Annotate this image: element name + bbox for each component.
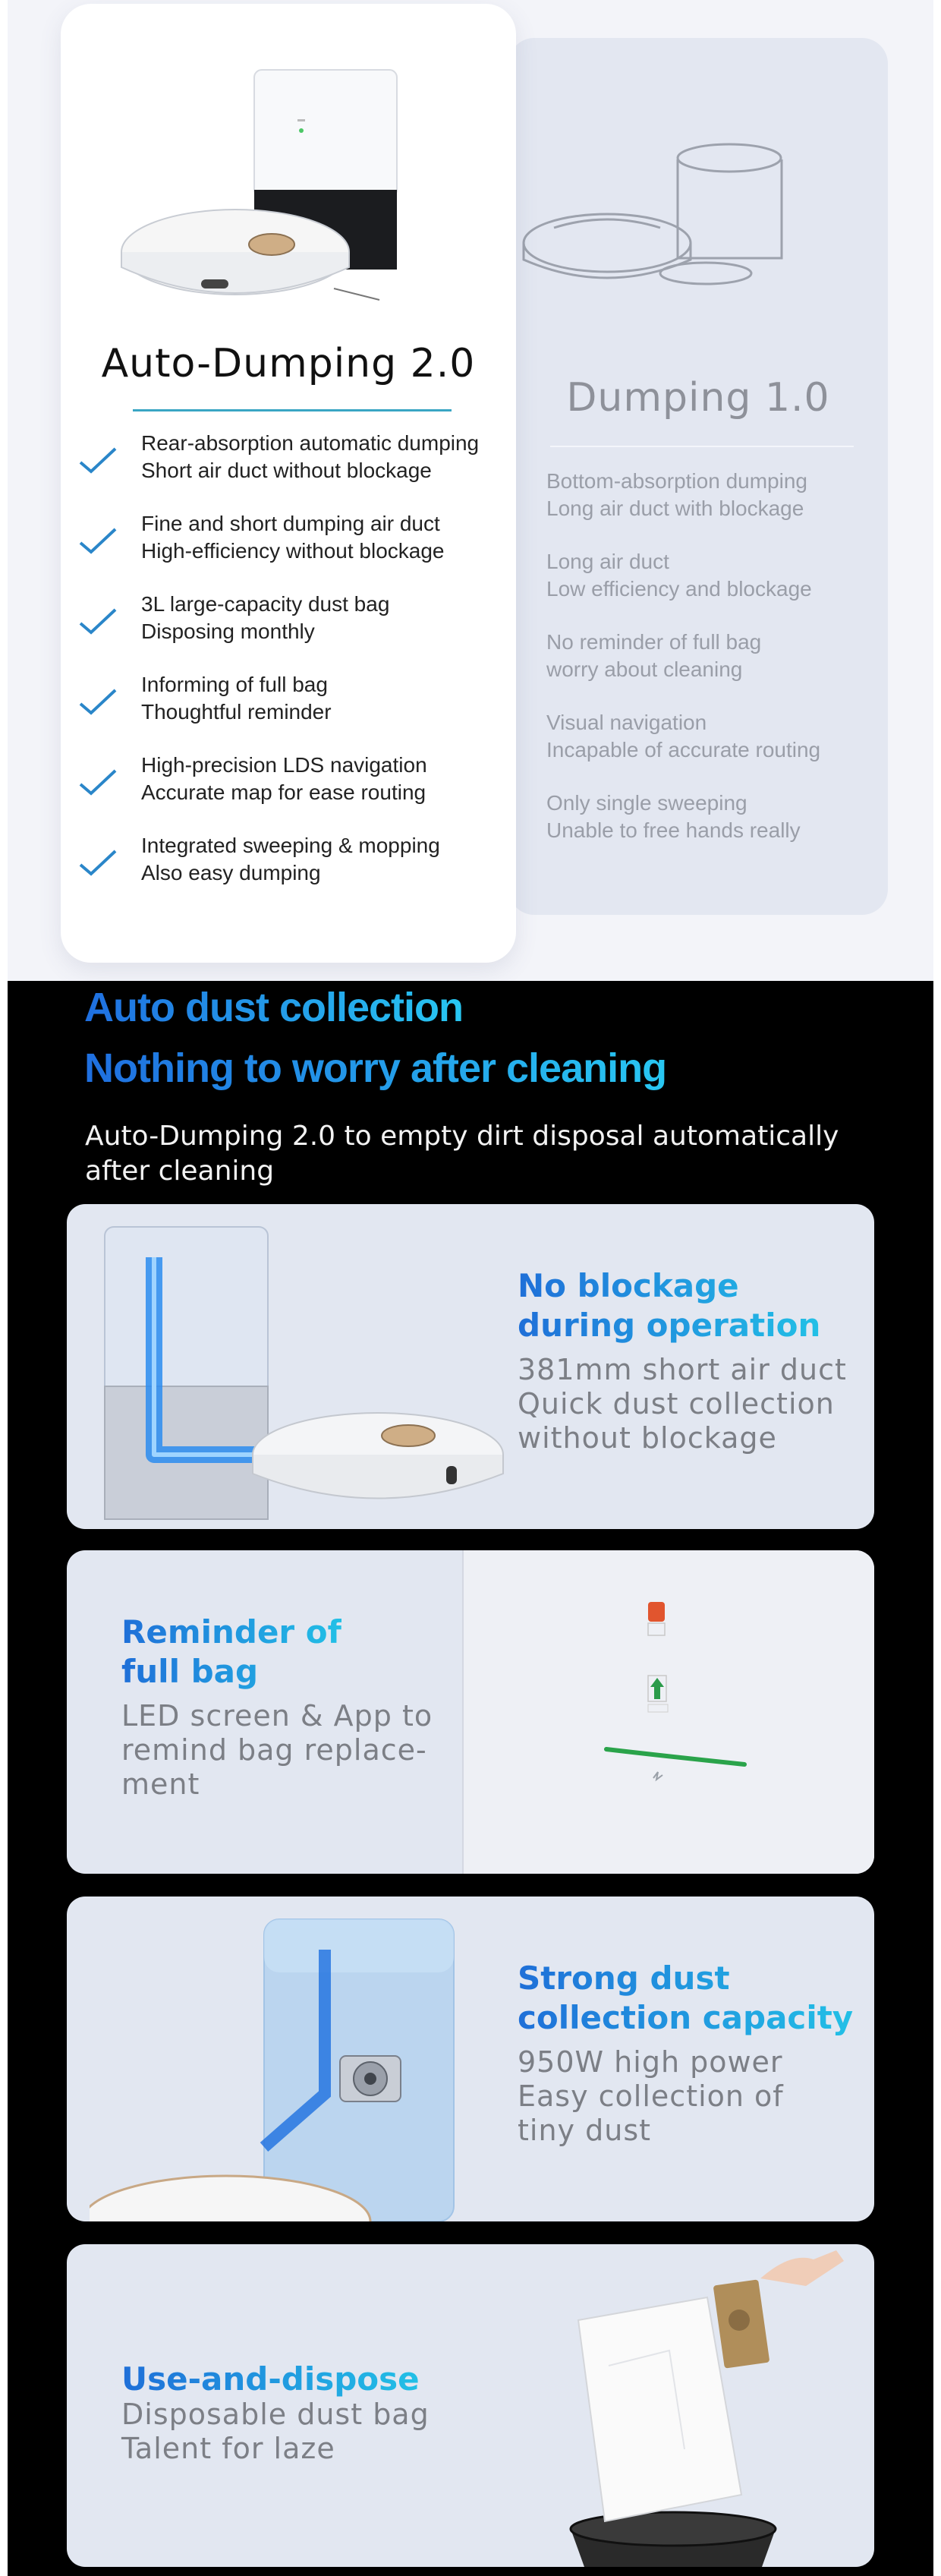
panel-title: [518, 1266, 820, 1345]
panel-text-line: LED screen & App to: [121, 1699, 433, 1733]
checkmark-icon: [77, 526, 118, 557]
panel-text-line: Disposable dust bag: [121, 2398, 430, 2431]
panel-reminder: [67, 1550, 874, 1874]
panel-text-line: tiny dust: [518, 2114, 652, 2147]
panel-title: [518, 1959, 853, 2038]
new-feature-line: 3L large-capacity dust bag: [141, 592, 390, 616]
panel-text-line: Easy collection of: [518, 2079, 784, 2113]
new-feature: [141, 671, 332, 726]
robot-station-illustration: [61, 46, 516, 334]
dust-bag-illustration: [480, 2244, 874, 2567]
panel-text-line: 950W high power: [518, 2045, 783, 2079]
panel-text-line: 381mm short air duct: [518, 1353, 847, 1386]
headline-line-2: Nothing to worry after cleaning: [84, 1045, 667, 1091]
panel-text-line: Talent for laze: [121, 2432, 335, 2465]
checkmark-icon: [77, 446, 118, 476]
panel-text: [518, 2045, 784, 2148]
auto-dumping-2-card: [61, 4, 516, 963]
air-duct-illustration: [82, 1204, 507, 1529]
checkmark-icon: [77, 607, 118, 637]
new-feature-line: Accurate map for ease routing: [141, 780, 426, 804]
new-feature: [141, 510, 444, 565]
new-feature-line: Disposing monthly: [141, 620, 315, 643]
panel-dispose: [67, 2244, 874, 2567]
panel-text: [121, 2398, 430, 2466]
dumping-1-card: [508, 38, 888, 915]
new-feature-line: High-precision LDS navigation: [141, 753, 427, 777]
old-feature-line: Bottom-absorption dumping: [546, 469, 807, 493]
panel-title-line: Strong dust: [518, 1960, 730, 1997]
new-feature-line: Short air duct without blockage: [141, 459, 432, 482]
old-feature: [546, 548, 812, 603]
motor-illustration: [90, 1897, 515, 2221]
old-feature-line: No reminder of full bag: [546, 630, 762, 654]
panel-capacity: [67, 1897, 874, 2221]
new-feature: [141, 430, 479, 484]
panel-title-line: full bag: [121, 1653, 259, 1690]
panel-no-blockage: [67, 1204, 874, 1529]
old-feature: [546, 790, 801, 844]
old-feature-line: Incapable of accurate routing: [546, 738, 821, 761]
headline-line-1: Auto dust collection: [84, 985, 463, 1030]
headline-subtitle: Auto-Dumping 2.0 to empty dirt disposal automatically after cleaning: [85, 1121, 839, 1187]
panel-text-line: Quick dust collection: [518, 1387, 835, 1420]
new-feature-line: Also easy dumping: [141, 861, 321, 884]
auto-dumping-2-title: Auto-Dumping 2.0: [101, 341, 476, 386]
panel-text-line: ment: [121, 1767, 200, 1801]
old-feature: [546, 468, 807, 522]
panel-text: [518, 1353, 847, 1455]
old-feature-line: Long air duct with blockage: [546, 497, 804, 520]
dumping-1-title: Dumping 1.0: [566, 375, 830, 421]
checkmark-icon: [77, 687, 118, 717]
title-underline: [133, 409, 452, 411]
old-feature-line: worry about cleaning: [546, 657, 743, 681]
panel-title-line: Use-and-dispose: [121, 2360, 420, 2398]
divider: [550, 446, 854, 447]
old-feature-line: Only single sweeping: [546, 791, 747, 815]
new-feature-line: Fine and short dumping air duct: [141, 512, 440, 535]
old-feature: [546, 629, 761, 683]
comparison-section: [8, 0, 933, 981]
old-feature-line: Visual navigation: [546, 711, 707, 734]
new-feature-line: High-efficiency without blockage: [141, 539, 445, 563]
checkmark-icon: [77, 848, 118, 878]
old-feature-line: Long air duct: [546, 550, 669, 573]
new-feature: [141, 591, 389, 645]
arrow-up-icon: [650, 1678, 664, 1699]
panel-title-line: collection capacity: [518, 1999, 854, 2036]
old-feature: [546, 709, 820, 764]
new-feature-line: Integrated sweeping & mopping: [141, 834, 440, 857]
new-feature: [141, 832, 440, 887]
new-feature-line: Thoughtful reminder: [141, 700, 332, 724]
panel-text: [121, 1699, 433, 1802]
panel-title: [121, 2360, 420, 2399]
new-feature-line: Informing of full bag: [141, 673, 328, 696]
old-feature-line: Unable to free hands really: [546, 818, 801, 842]
panel-title: [121, 1613, 341, 1692]
new-feature-line: Rear-absorption automatic dumping: [141, 431, 480, 455]
new-feature: [141, 752, 427, 806]
panel-title-line: during operation: [518, 1307, 821, 1344]
panel-text-line: without blockage: [518, 1421, 777, 1455]
old-feature-line: Low efficiency and blockage: [546, 577, 812, 601]
panel-title-line: Reminder of: [121, 1613, 341, 1651]
panel-title-line: No blockage: [518, 1267, 739, 1304]
panel-text-line: remind bag replace-: [121, 1733, 427, 1767]
led-indicator-illustration: [464, 1550, 874, 1874]
outline-station-illustration: [508, 84, 888, 311]
checkmark-icon: [77, 768, 118, 798]
